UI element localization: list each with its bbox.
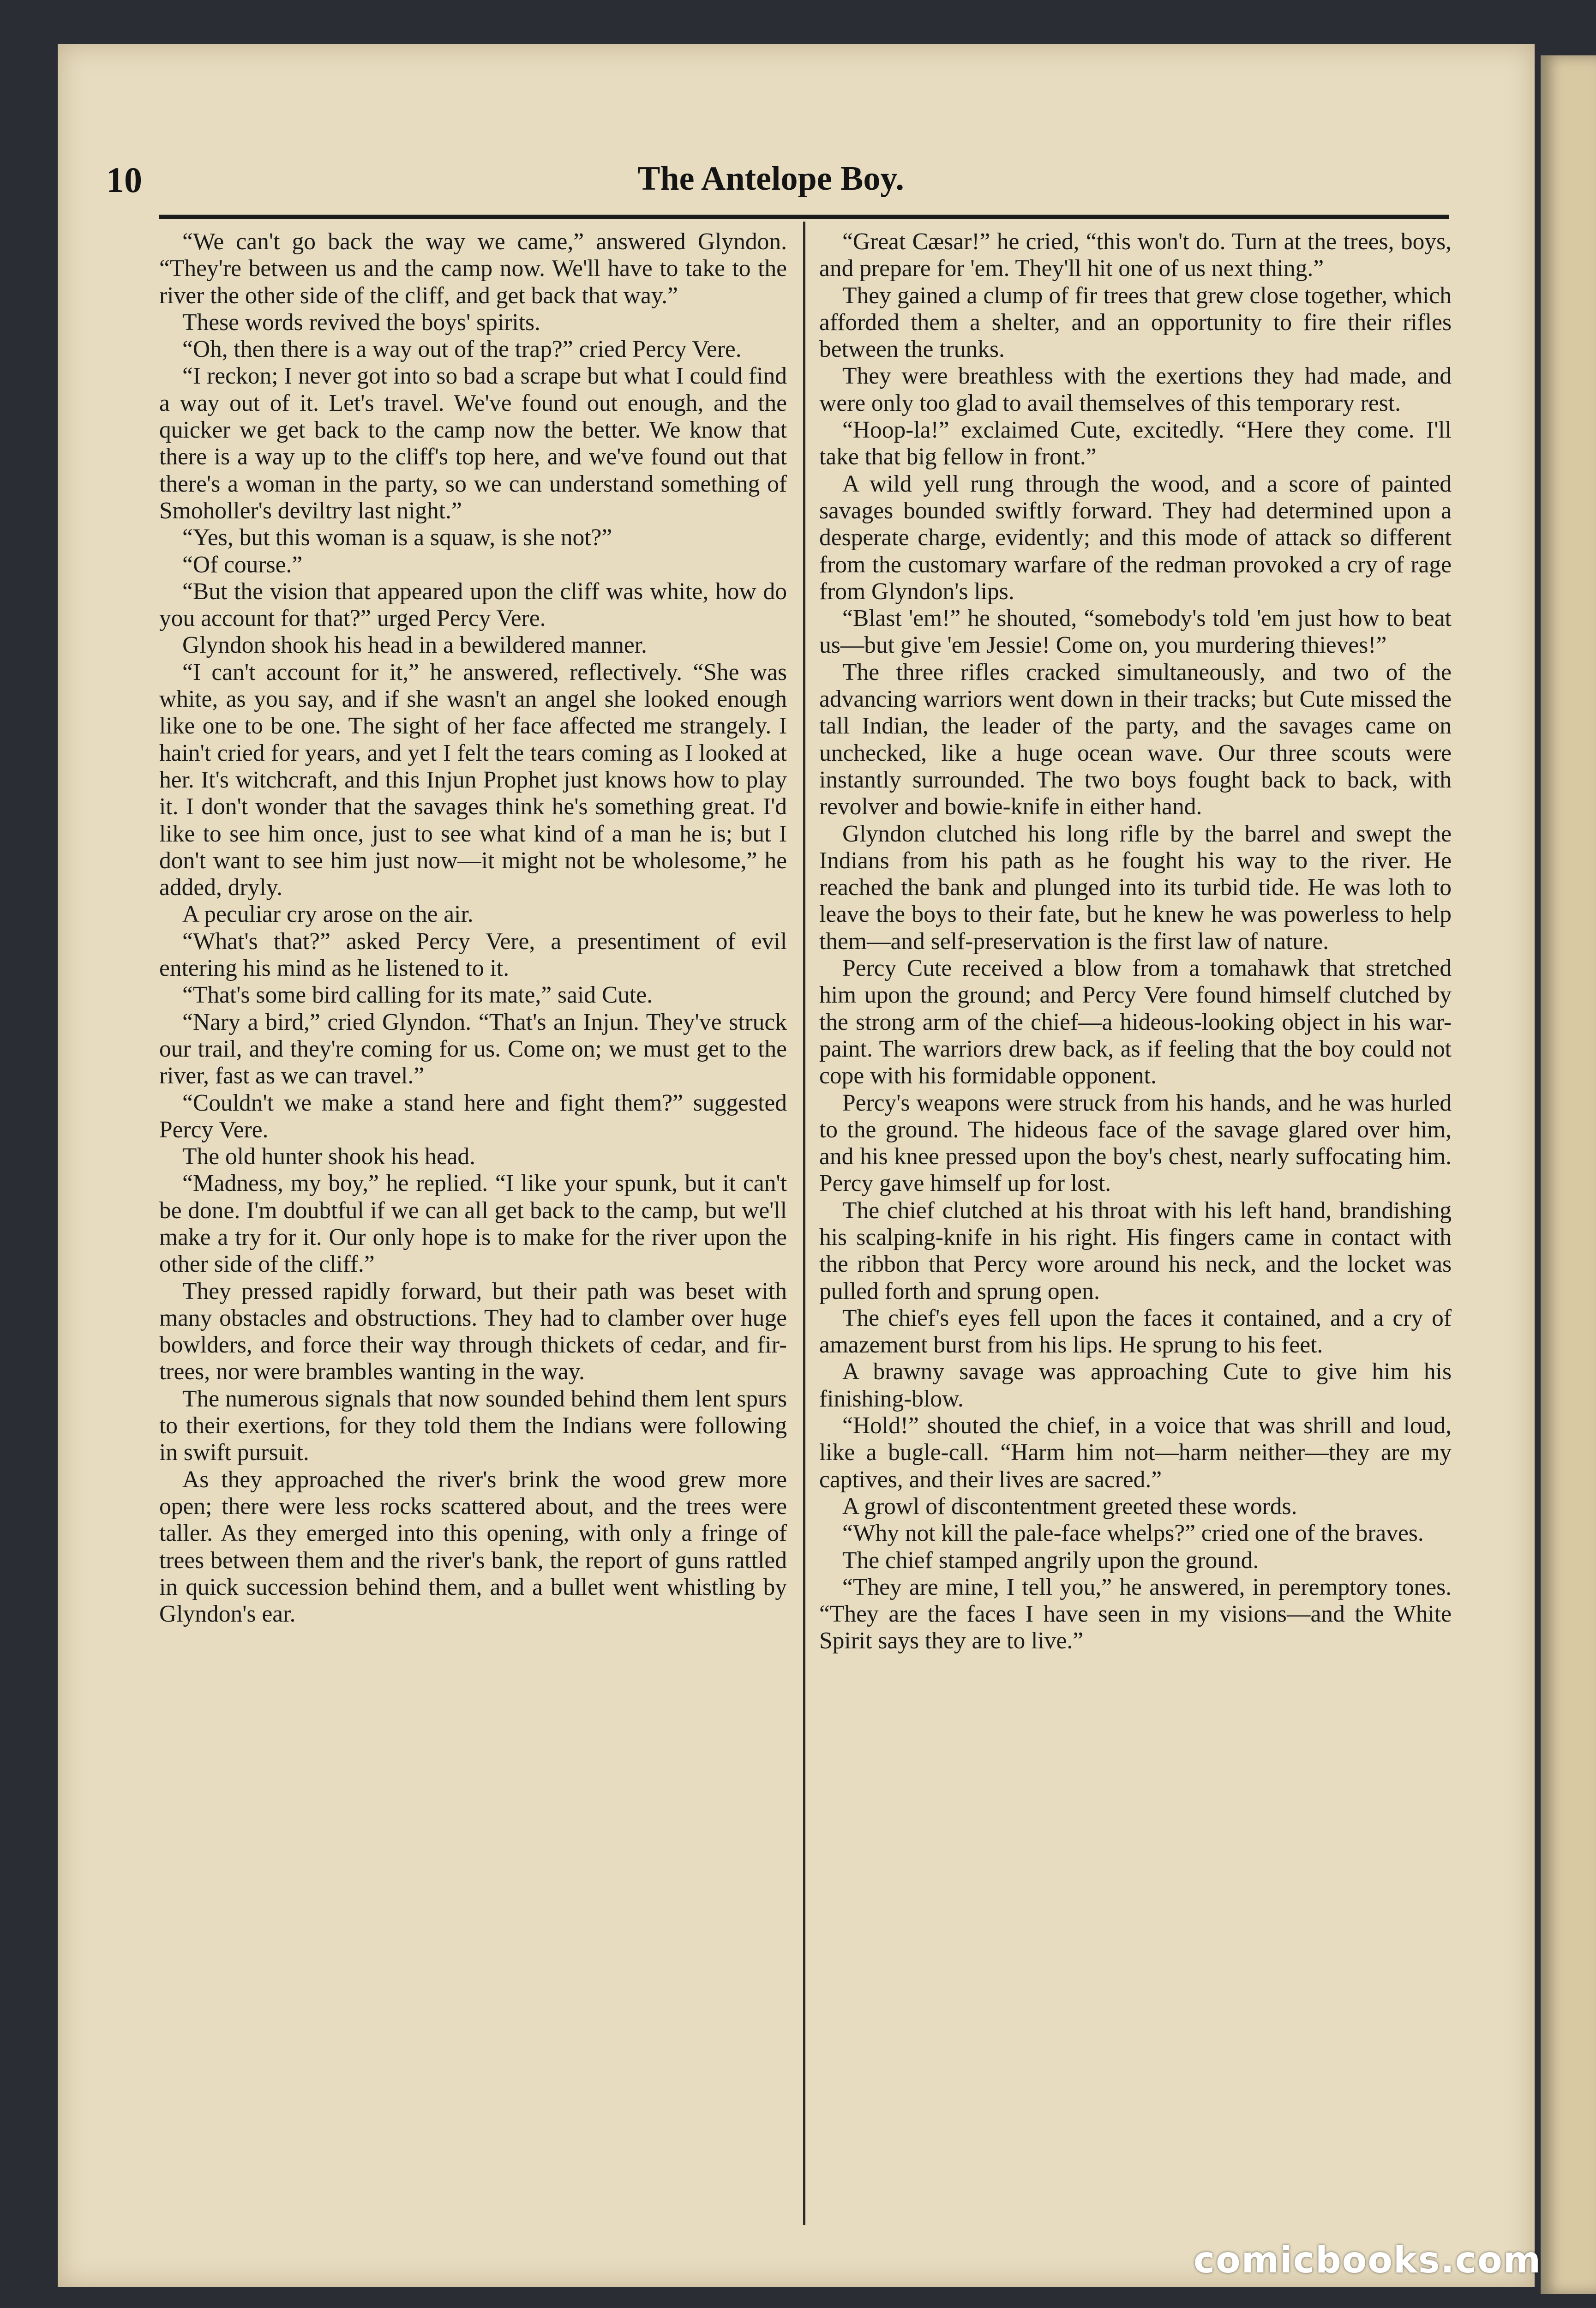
paragraph: The numerous signals that now sounded behind them lent spurs to their exertions, for they told them the Indians were following in swift pursuit. [159,1385,787,1466]
paragraph: As they approached the river's brink the wood grew more open; there were less rocks scattered about, and the trees were taller. As they emerged into this opening, with only a fringe of trees between them and the river's bank, the report of guns rattled in quick succession behind them, and a bullet went whistling by Glyndon's ear. [159,1466,787,1628]
column-divider [803,222,805,2225]
paragraph: The three rifles cracked simultaneously, and two of the advancing warriors went down in their tracks; but Cute missed the tall Indian, the leader of the party, and the savages came on unchecked, like a huge ocean wave. Our three scouts were instantly surrounded. The two boys fought back to back, with revolver and bowie-knife in either hand. [819,659,1452,820]
paragraph: “I can't account for it,” he answered, reflectively. “She was white, as you say, and if she wasn't an angel she looked enough like one to be one. The sight of her face affected me strangely. I hain't cried for years, and yet I felt the tears coming as I looked at her. It's witchcraft, and this Injun Prophet just knows how to play it. I don't wonder that the savages think he's something great. I'd like to see him once, just to see what kind of a man he is; but I don't want to see him just now—it might not be wholesome,” he added, dryly. [159,659,787,901]
paragraph: “We can't go back the way we came,” answered Glyndon. “They're between us and the camp now. We'll have to take to the river the other side of the cliff, and get back that way.” [159,228,787,309]
paragraph: “Yes, but this woman is a squaw, is she not?” [182,524,612,551]
paragraph: “Of course.” [182,551,303,578]
paragraph: The chief's eyes fell upon the faces it contained, and a cry of amazement burst from his lips. He sprung to his feet. [819,1304,1452,1358]
paragraph: “Couldn't we make a stand here and fight them?” suggested Percy Vere. [159,1089,787,1143]
next-page-edge [1541,55,1596,2294]
paragraph: They were breathless with the exertions they had made, and were only too glad to avail themselves of this temporary rest. [819,363,1452,416]
paragraph: They gained a clump of fir trees that grew close together, which afforded them a shelter, and an opportunity to fire their rifles between the trunks. [819,282,1452,363]
paragraph: Glyndon shook his head in a bewildered manner. [182,632,647,659]
site-watermark: comicbooks.com [1193,2240,1542,2281]
paragraph: These words revived the boys' spirits. [182,309,540,336]
paragraph: “That's some bird calling for its mate,” said Cute. [182,982,653,1009]
paragraph: Percy's weapons were struck from his hands, and he was hurled to the ground. The hideous face of the savage glared over him, and his knee pressed upon the boy's chest, nearly suffocating him. Percy gave himself up for lost. [819,1089,1452,1197]
paragraph: “Why not kill the pale-face whelps?” cried one of the braves. [842,1520,1424,1547]
left-column [159,228,787,2236]
paragraph: “Oh, then there is a way out of the trap?” cried Percy Vere. [182,336,742,363]
paragraph: “But the vision that appeared upon the cliff was white, how do you account for that?” urged Percy Vere. [159,578,787,632]
paragraph: “They are mine, I tell you,” he answered, in peremptory tones. “They are the faces I have seen in my visions—and the White Spirit says they are to live.” [819,1574,1452,1654]
page-header [106,159,1435,201]
paragraph: Glyndon clutched his long rifle by the barrel and swept the Indians from his path as he fought his way to the river. He reached the bank and plunged into its turbid tide. He was loth to leave the boys to their fate, but he knew he was powerless to help them—and self-preservation is the first law of nature. [819,820,1452,955]
paragraph: The chief clutched at his throat with his left hand, brandishing his scalping-knife in his right. His fingers came in contact with the ribbon that Percy wore around his neck, and the locket was pulled forth and sprung open. [819,1197,1452,1304]
paragraph: A wild yell rung through the wood, and a score of painted savages bounded swiftly forward. They had determined upon a desperate charge, evidently; and this mode of attack so different from the customary warfare of the redman provoked a cry of rage from Glyndon's lips. [819,470,1452,605]
paragraph: A brawny savage was approaching Cute to give him his finishing-blow. [819,1358,1452,1412]
paragraph: The chief stamped angrily upon the ground. [842,1547,1259,1574]
paragraph: “Madness, my boy,” he replied. “I like your spunk, but it can't be done. I'm doubtful if we can all get back to the camp, but we'll make a try for it. Our only hope is to make for the river upon the other side of the cliff.” [159,1170,787,1278]
paragraph: Percy Cute received a blow from a tomahawk that stretched him upon the ground; and Percy Vere found himself clutched by the strong arm of the chief—a hideous-looking object in his war-paint. The warriors drew back, as if feeling that the boy could not cope with his formidable opponent. [819,955,1452,1089]
page-number: 10 [106,160,142,200]
paragraph: “Great Cæsar!” he cried, “this won't do. Turn at the trees, boys, and prepare for 'em. They'll hit one of us next thing.” [819,228,1452,282]
paragraph: “What's that?” asked Percy Vere, a presentiment of evil entering his mind as he listened to it. [159,928,787,982]
running-title: The Antelope Boy. [637,160,904,198]
paragraph: A growl of discontentment greeted these words. [842,1493,1297,1520]
right-column [819,228,1452,2236]
paragraph: A peculiar cry arose on the air. [182,901,474,928]
paragraph: The old hunter shook his head. [182,1143,476,1170]
paragraph: They pressed rapidly forward, but their path was beset with many obstacles and obstructions. They had to clamber over huge bowlders, and force their way through thickets of cedar, and fir-trees, nor were brambles wanting in the way. [159,1278,787,1385]
paragraph: “Blast 'em!” he shouted, “somebody's told 'em just how to beat us—but give 'em Jessie! Come on, you murdering thieves!” [819,605,1452,659]
paragraph: “Hoop-la!” exclaimed Cute, excitedly. “Here they come. I'll take that big fellow in front.” [819,417,1452,470]
paragraph: “I reckon; I never got into so bad a scrape but what I could find a way out of it. Let's travel. We've found out enough, and the quicker we get back to the camp now the better. We know that there is a way up to the cliff's top here, and we've found out that there's a woman in the party, so we can understand something of Smoholler's deviltry last night.” [159,363,787,524]
paragraph: “Nary a bird,” cried Glyndon. “That's an Injun. They've struck our trail, and they're coming for us. Come on; we must get to the river, fast as we can travel.” [159,1009,787,1089]
header-rule [159,215,1449,219]
paragraph: “Hold!” shouted the chief, in a voice that was shrill and loud, like a bugle-call. “Harm him not—harm neither—they are my captives, and their lives are sacred.” [819,1412,1452,1493]
